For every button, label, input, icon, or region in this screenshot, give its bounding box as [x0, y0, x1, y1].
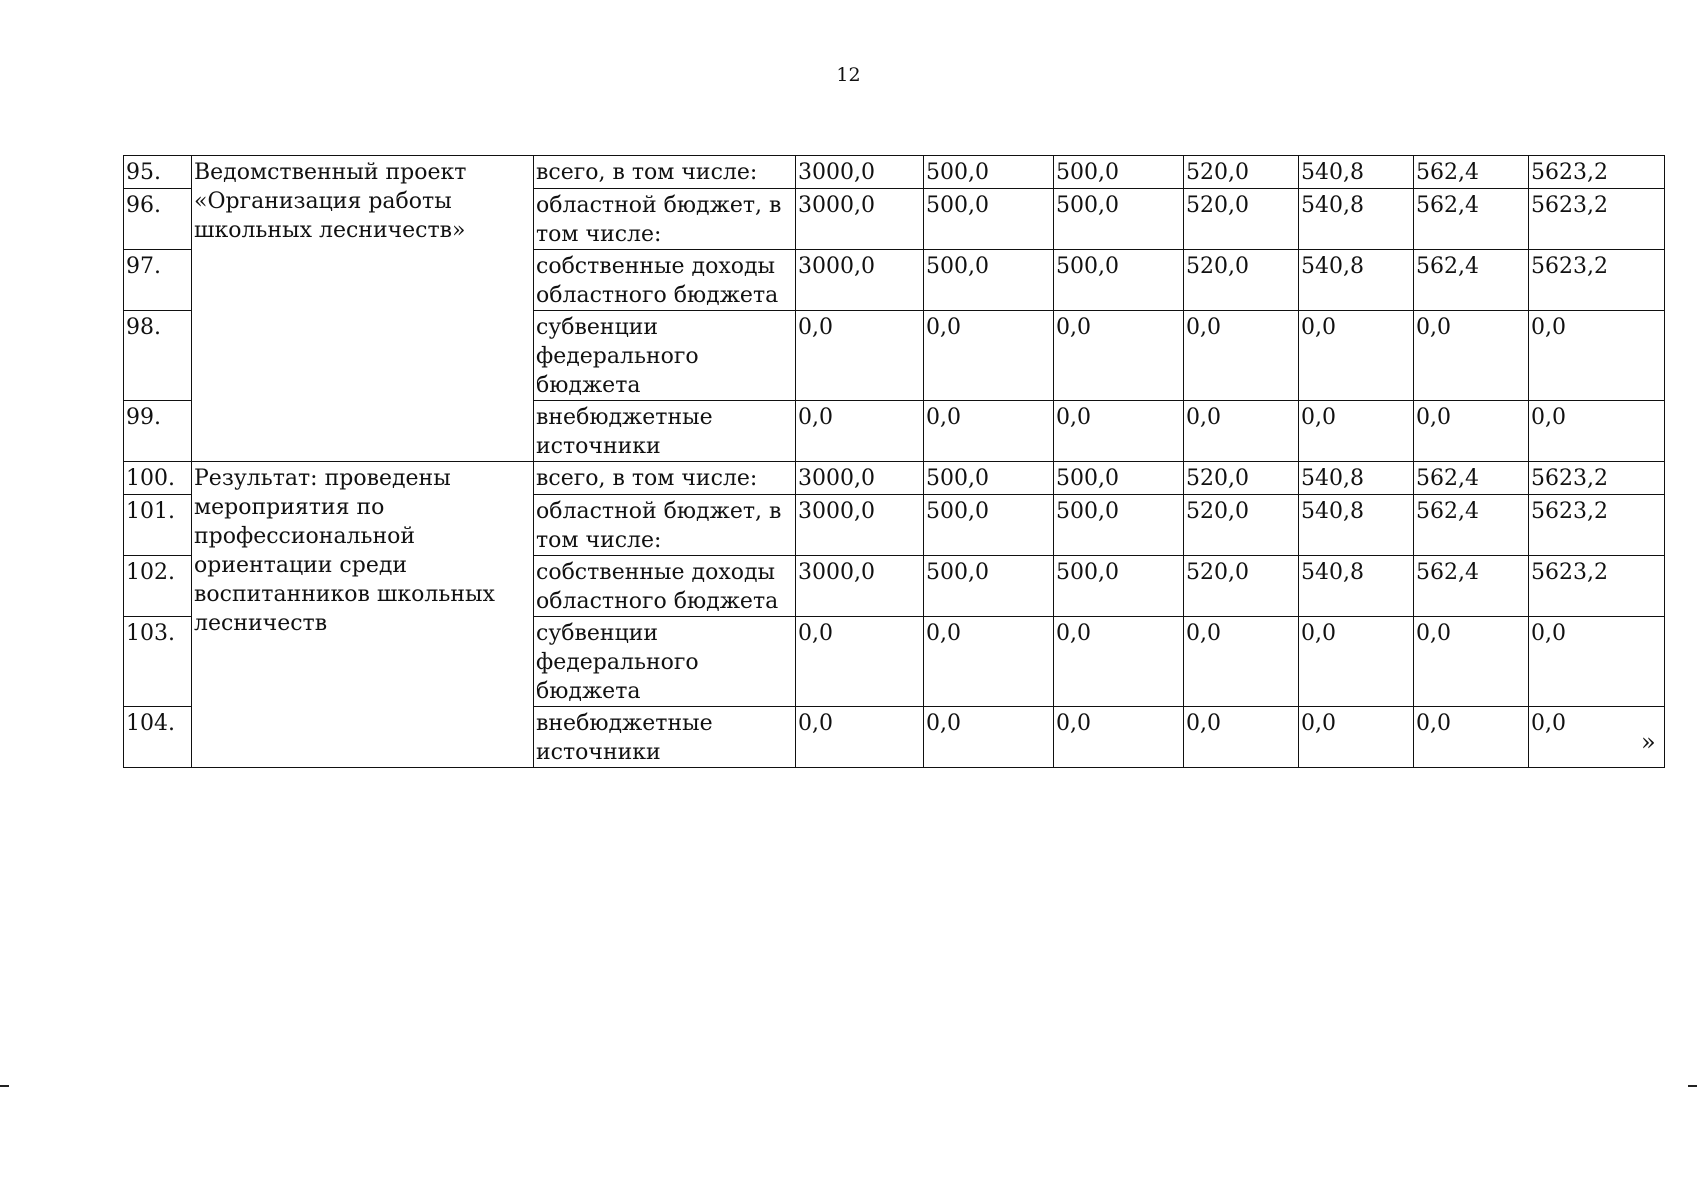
row-number: 102.	[124, 556, 192, 617]
amount-cell: 0,0	[1184, 707, 1299, 768]
amount-cell: 500,0	[1054, 495, 1184, 556]
amount-cell: 0,0	[1054, 401, 1184, 462]
closing-quote: »	[1641, 728, 1656, 756]
amount-cell: 500,0	[924, 189, 1054, 250]
amount-cell: 500,0	[924, 250, 1054, 311]
amount-cell: 562,4	[1414, 156, 1529, 189]
amount-cell: 3000,0	[796, 189, 924, 250]
amount-cell: 540,8	[1299, 462, 1414, 495]
amount-cell: 500,0	[1054, 156, 1184, 189]
row-number: 98.	[124, 311, 192, 401]
row-number: 101.	[124, 495, 192, 556]
amount-cell: 540,8	[1299, 156, 1414, 189]
row-number: 99.	[124, 401, 192, 462]
amount-cell: 562,4	[1414, 250, 1529, 311]
funding-source: собственные доходы областного бюджета	[534, 250, 796, 311]
row-number: 96.	[124, 189, 192, 250]
funding-source: областной бюджет, в том числе:	[534, 495, 796, 556]
amount-cell: 3000,0	[796, 556, 924, 617]
amount-cell: 0,0	[1054, 617, 1184, 707]
amount-cell: 3000,0	[796, 462, 924, 495]
amount-cell: 562,4	[1414, 495, 1529, 556]
amount-cell: 0,0	[796, 311, 924, 401]
amount-cell: 5623,2	[1529, 250, 1665, 311]
amount-cell: 0,0	[1184, 401, 1299, 462]
row-number: 100.	[124, 462, 192, 495]
amount-cell: 540,8	[1299, 189, 1414, 250]
amount-cell: 5623,2	[1529, 156, 1665, 189]
page-edge-mark-left	[0, 1085, 9, 1087]
amount-cell: 0,0	[1299, 707, 1414, 768]
page-number: 12	[836, 64, 861, 86]
amount-cell: 5623,2	[1529, 462, 1665, 495]
row-number: 104.	[124, 707, 192, 768]
amount-cell: 5623,2	[1529, 556, 1665, 617]
amount-cell: 540,8	[1299, 556, 1414, 617]
amount-cell: 0,0	[1054, 707, 1184, 768]
amount-cell: 0,0	[1529, 707, 1665, 768]
amount-cell: 500,0	[1054, 250, 1184, 311]
amount-cell: 500,0	[924, 462, 1054, 495]
amount-cell: 0,0	[924, 311, 1054, 401]
funding-source: всего, в том числе:	[534, 462, 796, 495]
funding-source: областной бюджет, в том числе:	[534, 189, 796, 250]
amount-cell: 3000,0	[796, 250, 924, 311]
amount-cell: 500,0	[924, 156, 1054, 189]
amount-cell: 500,0	[924, 556, 1054, 617]
funding-source: внебюджетные источники	[534, 401, 796, 462]
amount-cell: 500,0	[924, 495, 1054, 556]
amount-cell: 0,0	[1529, 401, 1665, 462]
amount-cell: 540,8	[1299, 495, 1414, 556]
funding-source: внебюджетные источники	[534, 707, 796, 768]
amount-cell: 0,0	[1414, 617, 1529, 707]
amount-cell: 520,0	[1184, 250, 1299, 311]
amount-cell: 3000,0	[796, 495, 924, 556]
amount-cell: 0,0	[1414, 311, 1529, 401]
row-number: 95.	[124, 156, 192, 189]
amount-cell: 0,0	[1529, 311, 1665, 401]
amount-cell: 562,4	[1414, 189, 1529, 250]
amount-cell: 500,0	[1054, 556, 1184, 617]
amount-cell: 5623,2	[1529, 189, 1665, 250]
amount-cell: 0,0	[1184, 311, 1299, 401]
page-edge-mark-right	[1688, 1085, 1697, 1087]
amount-cell: 520,0	[1184, 556, 1299, 617]
amount-cell: 500,0	[1054, 189, 1184, 250]
amount-cell: 540,8	[1299, 250, 1414, 311]
amount-cell: 0,0	[1299, 617, 1414, 707]
row-number: 103.	[124, 617, 192, 707]
amount-cell: 5623,2	[1529, 495, 1665, 556]
row-number: 97.	[124, 250, 192, 311]
amount-cell: 0,0	[1054, 311, 1184, 401]
amount-cell: 0,0	[796, 617, 924, 707]
funding-source: всего, в том числе:	[534, 156, 796, 189]
funding-source: субвенции федерального бюджета	[534, 311, 796, 401]
budget-table	[123, 155, 1665, 768]
item-name: Результат: проведены мероприятия по профессиональной ориентации среди воспитанников школьных лесничеств	[192, 462, 534, 768]
amount-cell: 0,0	[1184, 617, 1299, 707]
funding-source: субвенции федерального бюджета	[534, 617, 796, 707]
amount-cell: 0,0	[924, 707, 1054, 768]
table-row	[124, 462, 1665, 495]
amount-cell: 520,0	[1184, 189, 1299, 250]
amount-cell: 562,4	[1414, 556, 1529, 617]
amount-cell: 500,0	[1054, 462, 1184, 495]
amount-cell: 562,4	[1414, 462, 1529, 495]
amount-cell: 520,0	[1184, 495, 1299, 556]
amount-cell: 0,0	[796, 707, 924, 768]
amount-cell: 0,0	[1529, 617, 1665, 707]
amount-cell: 0,0	[796, 401, 924, 462]
amount-cell: 520,0	[1184, 462, 1299, 495]
amount-cell: 0,0	[924, 401, 1054, 462]
amount-cell: 0,0	[1299, 311, 1414, 401]
item-name: Ведомственный проект «Организация работы школьных лесничеств»	[192, 156, 534, 462]
amount-cell: 0,0	[1414, 707, 1529, 768]
table-row	[124, 156, 1665, 189]
amount-cell: 0,0	[924, 617, 1054, 707]
amount-cell: 520,0	[1184, 156, 1299, 189]
amount-cell: 0,0	[1299, 401, 1414, 462]
funding-source: собственные доходы областного бюджета	[534, 556, 796, 617]
amount-cell: 3000,0	[796, 156, 924, 189]
amount-cell: 0,0	[1414, 401, 1529, 462]
